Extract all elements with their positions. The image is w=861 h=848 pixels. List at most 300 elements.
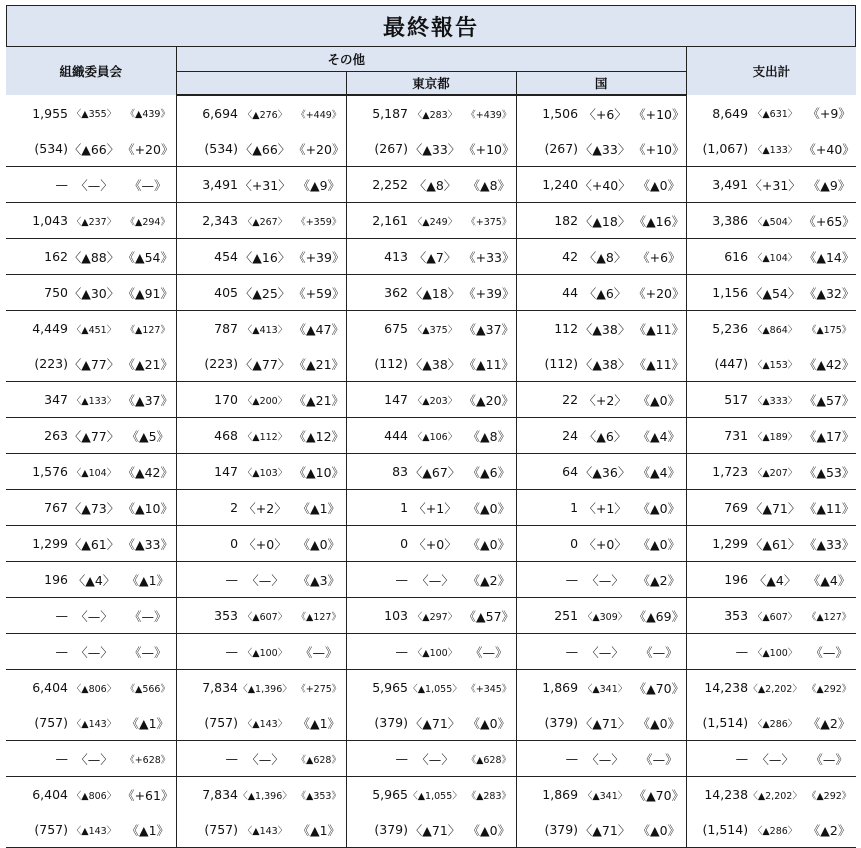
table-cell: 《▲12》 bbox=[292, 418, 346, 454]
table-cell: 〈▲61〉 bbox=[748, 526, 802, 562]
table-cell: 〈▲36〉 bbox=[578, 454, 632, 490]
table-cell: 〈▲341〉 bbox=[578, 670, 632, 706]
table-cell: 14,238 bbox=[686, 777, 748, 813]
table-cell: 《▲32》 bbox=[802, 275, 856, 311]
table-cell: 〈—〉 bbox=[238, 562, 292, 598]
table-cell: 《▲69》 bbox=[632, 598, 686, 634]
table-row bbox=[6, 131, 856, 167]
table-cell: 《▲10》 bbox=[120, 490, 176, 526]
table-cell: 468 bbox=[176, 418, 238, 454]
table-cell: 《▲127》 bbox=[802, 598, 856, 634]
table-cell: 《+39》 bbox=[462, 275, 516, 311]
table-cell: 《▲37》 bbox=[462, 311, 516, 347]
table-cell: 《▲0》 bbox=[462, 705, 516, 741]
table-cell: 《▲0》 bbox=[632, 705, 686, 741]
header-tokyo: 東京都 bbox=[346, 72, 516, 96]
table-cell: 〈▲200〉 bbox=[238, 382, 292, 418]
header-other-right bbox=[516, 47, 686, 72]
table-cell: 《+345》 bbox=[462, 670, 516, 706]
table-cell: 〈▲309〉 bbox=[578, 598, 632, 634]
table-cell: 0 bbox=[176, 526, 238, 562]
table-cell: 〈▲297〉 bbox=[408, 598, 462, 634]
table-cell: 1,869 bbox=[516, 777, 578, 813]
table-cell: 353 bbox=[176, 598, 238, 634]
table-cell: 1 bbox=[346, 490, 408, 526]
table-cell: 〈—〉 bbox=[68, 634, 120, 670]
table-cell: 《▲11》 bbox=[462, 346, 516, 382]
table-cell: — bbox=[516, 634, 578, 670]
table-cell: 《▲0》 bbox=[462, 490, 516, 526]
table-cell: 《—》 bbox=[120, 634, 176, 670]
table-cell: 2 bbox=[176, 490, 238, 526]
table-cell: 《▲70》 bbox=[632, 777, 686, 813]
table-cell: 《▲1》 bbox=[292, 705, 346, 741]
table-cell: 〈▲77〉 bbox=[68, 418, 120, 454]
table-cell: — bbox=[6, 598, 68, 634]
table-cell: 3,491 bbox=[686, 167, 748, 203]
table-cell: — bbox=[6, 634, 68, 670]
table-cell: 《▲11》 bbox=[632, 346, 686, 382]
table-cell: 〈—〉 bbox=[408, 562, 462, 598]
table-cell: 162 bbox=[6, 239, 68, 275]
table-cell: 1,240 bbox=[516, 167, 578, 203]
table-cell: 《+20》 bbox=[120, 131, 176, 167]
table-cell: 《▲353》 bbox=[292, 777, 346, 813]
table-cell: 196 bbox=[6, 562, 68, 598]
table-cell: 5,965 bbox=[346, 670, 408, 706]
table-cell: 〈▲341〉 bbox=[578, 777, 632, 813]
table-cell: 787 bbox=[176, 311, 238, 347]
table-cell: 〈▲143〉 bbox=[238, 812, 292, 848]
table-cell: 〈+40〉 bbox=[578, 167, 632, 203]
table-cell: 413 bbox=[346, 239, 408, 275]
table-cell: (267) bbox=[544, 141, 579, 156]
table-cell: (379) bbox=[346, 812, 408, 848]
table-cell: 《▲1》 bbox=[292, 490, 346, 526]
table-cell: 〈▲1,396〉 bbox=[238, 670, 292, 706]
table-cell: 《+40》 bbox=[803, 141, 855, 157]
table-cell: — bbox=[6, 167, 68, 203]
table-cell: 〈▲143〉 bbox=[68, 812, 120, 848]
table-row bbox=[6, 311, 856, 347]
table-cell: 《▲294》 bbox=[120, 203, 176, 239]
table-cell: 83 bbox=[346, 454, 408, 490]
table-cell: 《▲0》 bbox=[462, 812, 516, 848]
table-cell: (379) bbox=[544, 715, 579, 730]
table-cell: 1,869 bbox=[516, 670, 578, 706]
table-cell: 675 bbox=[346, 311, 408, 347]
table-cell: 44 bbox=[516, 275, 578, 311]
table-cell: 〈▲806〉 bbox=[68, 777, 120, 813]
table-cell: 〈▲189〉 bbox=[748, 418, 802, 454]
table-cell: (223) bbox=[204, 356, 239, 371]
table-cell: 〈▲4〉 bbox=[68, 562, 120, 598]
table-cell: 〈▲4〉 bbox=[748, 562, 802, 598]
table-cell: 《▲1》 bbox=[120, 812, 176, 848]
table-cell: 〈▲1,055〉 bbox=[408, 777, 462, 813]
table-cell: 0 bbox=[516, 526, 578, 562]
table-cell: 〈▲38〉 bbox=[409, 356, 461, 372]
table-cell: 《▲439》 bbox=[120, 95, 176, 131]
table-cell: 〈▲77〉 bbox=[239, 356, 291, 372]
table-cell: (1,514) bbox=[686, 812, 748, 848]
table-cell: 《▲16》 bbox=[632, 203, 686, 239]
table-cell: (534) bbox=[34, 141, 68, 156]
table-cell: 〈—〉 bbox=[68, 741, 120, 777]
table-cell: (757) bbox=[204, 715, 239, 730]
table-cell: 《+449》 bbox=[292, 95, 346, 131]
table-cell: 《—》 bbox=[462, 634, 516, 670]
table-cell: 〈▲71〉 bbox=[408, 812, 462, 848]
table-cell: 〈▲504〉 bbox=[748, 203, 802, 239]
table-cell: 〈+2〉 bbox=[578, 382, 632, 418]
table-cell: 2,343 bbox=[176, 203, 238, 239]
table-cell: 《▲2》 bbox=[632, 562, 686, 598]
table-cell: (379) bbox=[374, 715, 409, 730]
table-cell: 〈▲283〉 bbox=[412, 109, 458, 121]
table-cell: 〈▲333〉 bbox=[748, 382, 802, 418]
table-cell: 《▲0》 bbox=[632, 167, 686, 203]
table-cell: 《▲9》 bbox=[802, 167, 856, 203]
table-cell: 《▲0》 bbox=[292, 526, 346, 562]
table-cell: 《▲21》 bbox=[292, 382, 346, 418]
table-cell: 《▲9》 bbox=[292, 167, 346, 203]
table-cell: 7,834 bbox=[176, 777, 238, 813]
table-cell: 〈+1〉 bbox=[578, 490, 632, 526]
table-cell: 4,449 bbox=[6, 311, 68, 347]
table-cell: 《▲8》 bbox=[462, 167, 516, 203]
table-cell: 《▲11》 bbox=[802, 490, 856, 526]
table-cell: 〈▲66〉 bbox=[68, 141, 120, 157]
table-cell: 〈▲54〉 bbox=[748, 275, 802, 311]
table-cell: 《▲33》 bbox=[802, 526, 856, 562]
table-cell: 〈▲71〉 bbox=[409, 715, 461, 731]
table-cell: 〈▲77〉 bbox=[68, 356, 120, 372]
table-cell: 〈▲6〉 bbox=[578, 275, 632, 311]
table-row bbox=[6, 167, 856, 203]
table-cell: 《▲57》 bbox=[462, 598, 516, 634]
table-row bbox=[6, 203, 856, 239]
table-cell: 〈▲286〉 bbox=[752, 718, 798, 730]
table-cell: 〈—〉 bbox=[408, 741, 462, 777]
table-row bbox=[6, 454, 856, 490]
table-cell: 《+10》 bbox=[632, 131, 686, 167]
table-cell: 〈▲106〉 bbox=[408, 418, 462, 454]
table-cell: 《▲0》 bbox=[632, 812, 686, 848]
table-cell: 42 bbox=[516, 239, 578, 275]
table-cell: 《+439》 bbox=[462, 95, 516, 131]
table-cell: 《▲20》 bbox=[462, 382, 516, 418]
table-cell: 《▲17》 bbox=[802, 418, 856, 454]
table-cell: 24 bbox=[516, 418, 578, 454]
table-row bbox=[6, 418, 856, 454]
table-cell: 182 bbox=[516, 203, 578, 239]
table-cell: 《▲1》 bbox=[292, 812, 346, 848]
table-cell: 〈▲153〉 bbox=[752, 359, 798, 371]
table-cell: 〈▲864〉 bbox=[748, 311, 802, 347]
table-cell: 《▲5》 bbox=[120, 418, 176, 454]
table-cell: 〈▲8〉 bbox=[408, 167, 462, 203]
table-cell: 〈▲2,202〉 bbox=[748, 670, 802, 706]
table-cell: 731 bbox=[686, 418, 748, 454]
table-cell: 〈+31〉 bbox=[238, 167, 292, 203]
table-cell: 《+6》 bbox=[632, 239, 686, 275]
header-organizing-committee: 組織委員会 bbox=[6, 47, 176, 95]
table-cell: 〈▲6〉 bbox=[578, 418, 632, 454]
table-cell: 《▲10》 bbox=[292, 454, 346, 490]
table-cell: — bbox=[346, 562, 408, 598]
table-cell: 〈—〉 bbox=[68, 598, 120, 634]
report-title: 最終報告 bbox=[6, 5, 856, 47]
table-cell: 《+375》 bbox=[462, 203, 516, 239]
table-cell: 1 bbox=[516, 490, 578, 526]
table-cell: 3,386 bbox=[686, 203, 748, 239]
table-cell: 147 bbox=[176, 454, 238, 490]
table-cell: 〈+0〉 bbox=[408, 526, 462, 562]
table-cell: 1,299 bbox=[686, 526, 748, 562]
table-cell: 444 bbox=[346, 418, 408, 454]
table-cell: 《—》 bbox=[632, 634, 686, 670]
table-row bbox=[6, 777, 856, 813]
table-cell: 〈▲73〉 bbox=[68, 490, 120, 526]
table-cell: 6,404 bbox=[6, 777, 68, 813]
table-cell: 〈▲38〉 bbox=[579, 356, 631, 372]
table-cell: 〈▲267〉 bbox=[238, 203, 292, 239]
table-cell: 《▲2》 bbox=[802, 812, 856, 848]
table-cell: — bbox=[516, 741, 578, 777]
table-cell: 《—》 bbox=[802, 634, 856, 670]
table-cell: 22 bbox=[516, 382, 578, 418]
table-cell: (1,067) bbox=[702, 141, 749, 156]
table-cell: 1,043 bbox=[6, 203, 68, 239]
table-cell: 767 bbox=[6, 490, 68, 526]
table-cell: 1,955 bbox=[32, 105, 68, 121]
table-cell: 〈▲143〉 bbox=[71, 718, 117, 730]
table-cell: 1,156 bbox=[686, 275, 748, 311]
table-cell: 〈—〉 bbox=[578, 562, 632, 598]
table-cell: 103 bbox=[346, 598, 408, 634]
table-cell: (757) bbox=[34, 715, 68, 730]
table-cell: 〈▲33〉 bbox=[579, 141, 631, 157]
table-row bbox=[6, 382, 856, 418]
table-cell: 5,965 bbox=[346, 777, 408, 813]
table-cell: 《▲42》 bbox=[120, 454, 176, 490]
table-cell: 147 bbox=[346, 382, 408, 418]
table-cell: 1,299 bbox=[6, 526, 68, 562]
table-cell: 2,252 bbox=[346, 167, 408, 203]
table-cell: 〈▲104〉 bbox=[68, 454, 120, 490]
table-cell: 170 bbox=[176, 382, 238, 418]
table-cell: 《▲0》 bbox=[462, 526, 516, 562]
table-cell: 《▲283》 bbox=[462, 777, 516, 813]
table-cell: 《▲8》 bbox=[462, 418, 516, 454]
table-cell: 〈▲71〉 bbox=[748, 490, 802, 526]
table-cell: 《▲33》 bbox=[120, 526, 176, 562]
table-cell: 《▲4》 bbox=[632, 418, 686, 454]
table-cell: 〈—〉 bbox=[238, 741, 292, 777]
table-cell: 《▲3》 bbox=[292, 562, 346, 598]
table-cell: 〈▲133〉 bbox=[68, 382, 120, 418]
table-cell: 《▲6》 bbox=[462, 454, 516, 490]
table-cell: 〈▲806〉 bbox=[68, 670, 120, 706]
table-cell: 〈▲100〉 bbox=[748, 634, 802, 670]
table-cell: 《▲14》 bbox=[802, 239, 856, 275]
table-cell: 769 bbox=[686, 490, 748, 526]
table-cell: 〈▲286〉 bbox=[748, 812, 802, 848]
table-cell: 〈▲355〉 bbox=[71, 109, 117, 120]
table-cell: 《▲91》 bbox=[120, 275, 176, 311]
table-cell: 8,649 bbox=[712, 105, 749, 121]
table-cell: 《▲4》 bbox=[802, 562, 856, 598]
table-cell: 112 bbox=[516, 311, 578, 347]
table-cell: 〈▲16〉 bbox=[238, 239, 292, 275]
table-cell: 《+20》 bbox=[292, 131, 346, 167]
table-cell: 《▲21》 bbox=[292, 346, 346, 382]
table-cell: 〈▲66〉 bbox=[239, 141, 291, 157]
table-cell: 6,404 bbox=[6, 670, 68, 706]
table-cell: 〈▲25〉 bbox=[238, 275, 292, 311]
table-cell: 〈▲112〉 bbox=[238, 418, 292, 454]
table-cell: 1,576 bbox=[6, 454, 68, 490]
table-cell: 《▲37》 bbox=[120, 382, 176, 418]
table-cell: 《▲54》 bbox=[120, 239, 176, 275]
table-cell: 《▲628》 bbox=[462, 741, 516, 777]
table-cell: 《▲0》 bbox=[632, 526, 686, 562]
table-cell: 《▲70》 bbox=[632, 670, 686, 706]
table-cell: 7,834 bbox=[176, 670, 238, 706]
table-cell: 《+10》 bbox=[462, 131, 516, 167]
table-cell: 3,491 bbox=[176, 167, 238, 203]
table-cell: 《▲53》 bbox=[802, 454, 856, 490]
table-cell: (379) bbox=[516, 812, 578, 848]
table-cell: 〈▲38〉 bbox=[578, 311, 632, 347]
table-cell: 362 bbox=[346, 275, 408, 311]
table-row bbox=[6, 705, 856, 741]
table-cell: 353 bbox=[686, 598, 748, 634]
table-cell: 5,236 bbox=[686, 311, 748, 347]
header-other: その他 bbox=[176, 47, 516, 72]
table-row bbox=[6, 239, 856, 275]
table-cell: 616 bbox=[686, 239, 748, 275]
table-cell: 〈▲88〉 bbox=[68, 239, 120, 275]
table-cell: 《▲11》 bbox=[632, 311, 686, 347]
table-cell: 《+275》 bbox=[292, 670, 346, 706]
table-cell: — bbox=[176, 562, 238, 598]
table-cell: 《—》 bbox=[120, 167, 176, 203]
table-cell: 0 bbox=[346, 526, 408, 562]
table-row bbox=[6, 95, 856, 131]
table-cell: — bbox=[176, 741, 238, 777]
table-cell: 〈+6〉 bbox=[583, 106, 627, 122]
table-cell: 〈▲8〉 bbox=[578, 239, 632, 275]
table-cell: 〈▲375〉 bbox=[408, 311, 462, 347]
table-cell: 《—》 bbox=[120, 598, 176, 634]
table-row bbox=[6, 526, 856, 562]
table-cell: 〈▲71〉 bbox=[578, 812, 632, 848]
table-cell: 〈▲61〉 bbox=[68, 526, 120, 562]
table-cell: 《▲0》 bbox=[632, 382, 686, 418]
table-cell: 〈▲104〉 bbox=[748, 239, 802, 275]
table-cell: (1,514) bbox=[702, 715, 749, 730]
table-cell: 347 bbox=[6, 382, 68, 418]
table-cell: 〈▲237〉 bbox=[68, 203, 120, 239]
table-cell: 《+65》 bbox=[802, 203, 856, 239]
table-cell: 〈▲631〉 bbox=[752, 109, 798, 120]
table-cell: 《▲566》 bbox=[120, 670, 176, 706]
table-cell: 〈▲451〉 bbox=[68, 311, 120, 347]
table-cell: — bbox=[686, 741, 748, 777]
table-row bbox=[6, 812, 856, 848]
table-cell: 750 bbox=[6, 275, 68, 311]
table-cell: 《▲2》 bbox=[462, 562, 516, 598]
table-cell: 〈—〉 bbox=[578, 741, 632, 777]
table-cell: 〈▲607〉 bbox=[238, 598, 292, 634]
table-cell: 《+33》 bbox=[462, 239, 516, 275]
table-cell: 〈▲18〉 bbox=[408, 275, 462, 311]
table-cell: 《+39》 bbox=[292, 239, 346, 275]
table-row bbox=[6, 275, 856, 311]
table-cell: 〈▲276〉 bbox=[242, 109, 288, 121]
table-cell: 14,238 bbox=[686, 670, 748, 706]
table-cell: 《▲1》 bbox=[120, 562, 176, 598]
table-cell: 5,187 bbox=[372, 106, 409, 121]
table-row bbox=[6, 562, 856, 598]
table-cell: 〈▲607〉 bbox=[748, 598, 802, 634]
table-cell: — bbox=[346, 741, 408, 777]
table-cell: 〈▲413〉 bbox=[238, 311, 292, 347]
table-cell: 《▲47》 bbox=[292, 311, 346, 347]
table-cell: 《—》 bbox=[292, 634, 346, 670]
table-cell: 251 bbox=[516, 598, 578, 634]
table-cell: 〈▲1,055〉 bbox=[408, 670, 462, 706]
table-cell: 2,161 bbox=[346, 203, 408, 239]
table-row bbox=[6, 741, 856, 777]
table-cell: 《▲292》 bbox=[802, 777, 856, 813]
table-cell: 1,506 bbox=[542, 106, 579, 121]
table-cell: 〈▲7〉 bbox=[408, 239, 462, 275]
table-cell: 《▲1》 bbox=[120, 705, 176, 741]
table-cell: (757) bbox=[176, 812, 238, 848]
table-cell: 〈▲143〉 bbox=[242, 718, 288, 730]
budget-table bbox=[6, 47, 856, 848]
table-cell: — bbox=[6, 741, 68, 777]
table-cell: 〈▲18〉 bbox=[578, 203, 632, 239]
table-cell: 〈▲1,396〉 bbox=[238, 777, 292, 813]
header-total-expenditure: 支出計 bbox=[686, 47, 856, 95]
table-cell: 《▲175》 bbox=[802, 311, 856, 347]
table-cell: 《▲4》 bbox=[632, 454, 686, 490]
header-blank bbox=[176, 72, 346, 96]
table-cell: 《▲292》 bbox=[802, 670, 856, 706]
table-cell: 〈—〉 bbox=[748, 741, 802, 777]
table-cell: 454 bbox=[176, 239, 238, 275]
table-cell: 《—》 bbox=[802, 741, 856, 777]
table-cell: 《+59》 bbox=[292, 275, 346, 311]
table-cell: 《▲42》 bbox=[803, 356, 855, 372]
table-cell: 263 bbox=[6, 418, 68, 454]
table-cell: (757) bbox=[6, 812, 68, 848]
table-cell: 〈▲67〉 bbox=[408, 454, 462, 490]
table-cell: — bbox=[516, 562, 578, 598]
table-row bbox=[6, 490, 856, 526]
table-cell: 〈▲207〉 bbox=[748, 454, 802, 490]
table-cell: 6,694 bbox=[202, 106, 239, 121]
table-cell: 405 bbox=[176, 275, 238, 311]
table-cell: 〈▲30〉 bbox=[68, 275, 120, 311]
table-cell: 517 bbox=[686, 382, 748, 418]
table-cell: 《▲628》 bbox=[292, 741, 346, 777]
table-cell: 〈—〉 bbox=[578, 634, 632, 670]
